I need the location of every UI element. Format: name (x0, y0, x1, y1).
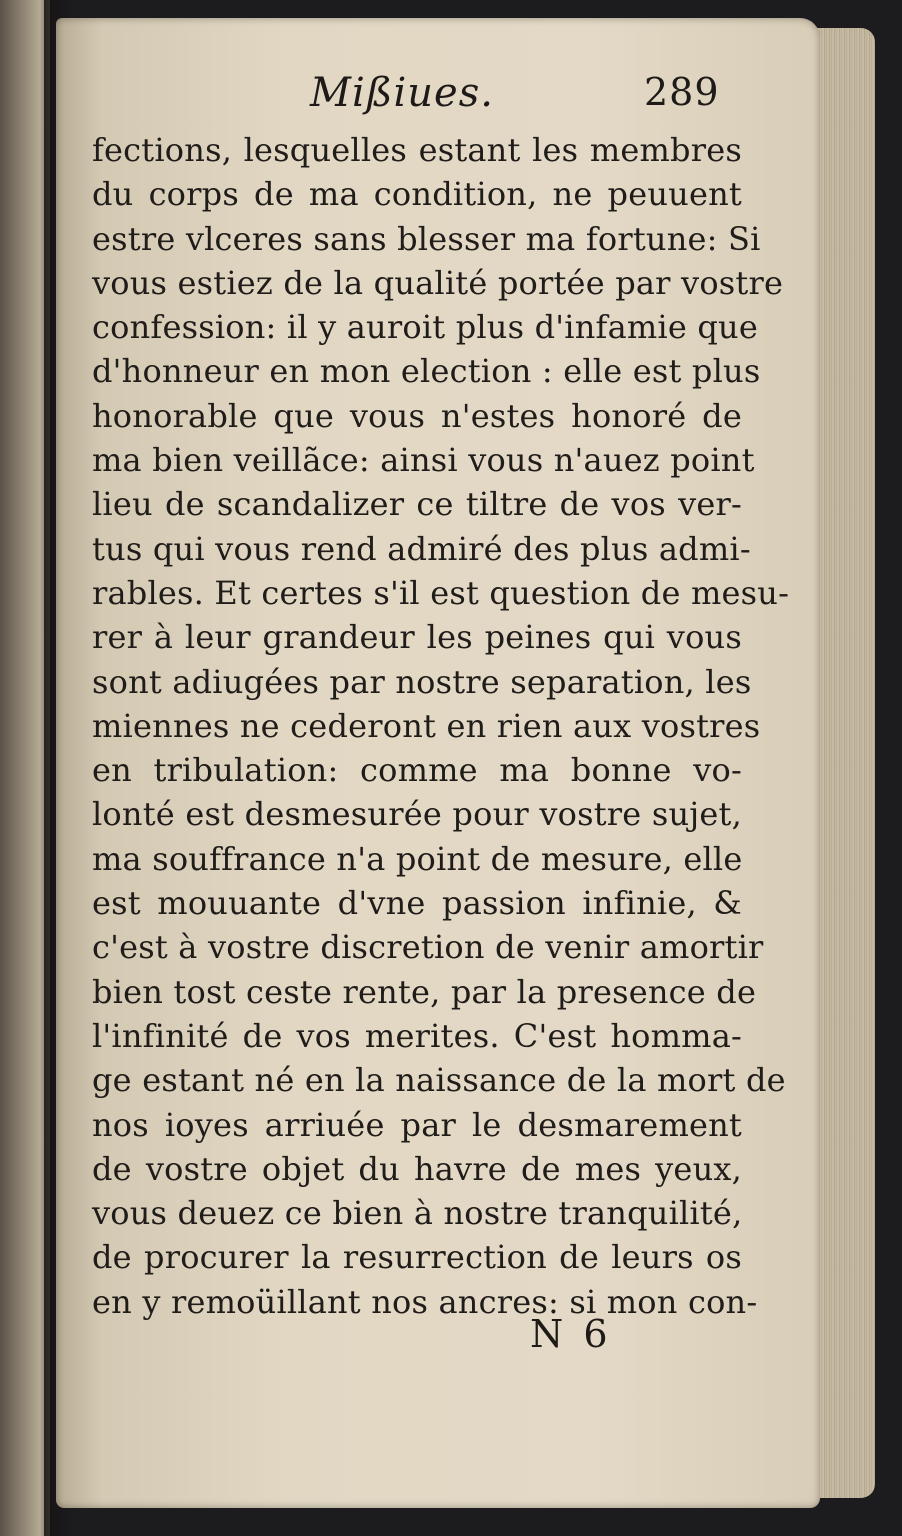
text-line: nos ioyes arriuée par le desmarement (92, 1105, 742, 1144)
text-line: en tribulation: comme ma bonne vo- (92, 751, 742, 790)
text-line: bien tost ceste rente, par la presence de (92, 972, 757, 1011)
text-line: de vostre objet du havre de mes yeux, (92, 1149, 742, 1188)
text-line: honorable que vous n'estes honoré de (92, 396, 742, 435)
text-line: lieu de scandalizer ce tiltre de vos ver- (92, 485, 742, 524)
text-line: rables. Et certes s'il est question de mesu- (92, 573, 790, 612)
running-head: Mißiues. (310, 70, 494, 116)
signature-mark: N 6 (530, 1312, 612, 1356)
text-line: confession: il y auroit plus d'infamie que (92, 308, 758, 347)
text-line: lonté est desmesurée pour vostre sujet, (92, 795, 742, 834)
text-line: de procurer la resurrection de leurs os (92, 1238, 742, 1277)
facing-page-edge (0, 0, 50, 1536)
text-line: est mouuante d'vne passion infinie, & (92, 884, 742, 923)
text-line: fections, lesquelles estant les membres (92, 131, 742, 169)
text-line: tus qui vous rend admiré des plus admi- (92, 529, 751, 568)
text-line: ma bien veillãce: ainsi vous n'auez point (92, 441, 755, 480)
text-line: d'honneur en mon election : elle est plus (92, 352, 761, 391)
text-line: miennes ne cederont en rien aux vostres (92, 706, 761, 745)
text-line: rer à leur grandeur les peines qui vous (92, 618, 742, 657)
text-line: sont adiugées par nostre separation, les (92, 662, 752, 701)
text-line: l'infinité de vos merites. C'est homma- (92, 1016, 742, 1055)
text-line: ge estant né en la naissance de la mort de (92, 1061, 786, 1100)
text-line: c'est à vostre discretion de venir amortir (92, 928, 764, 967)
text-line: vous estiez de la qualité portée par vostre (92, 263, 784, 302)
page-fore-edge (815, 28, 875, 1498)
text-line: estre vlceres sans blesser ma fortune: Si (92, 219, 761, 258)
page-number: 289 (644, 70, 720, 114)
text-line: vous deuez ce bien à nostre tranquilité, (92, 1194, 743, 1233)
text-line: ma souffrance n'a point de mesure, elle (92, 839, 743, 878)
text-line: du corps de ma condition, ne peuuent (92, 175, 742, 214)
text-line: en y remoüillant nos ancres: si mon con- (92, 1282, 758, 1321)
body-text (92, 128, 790, 1324)
